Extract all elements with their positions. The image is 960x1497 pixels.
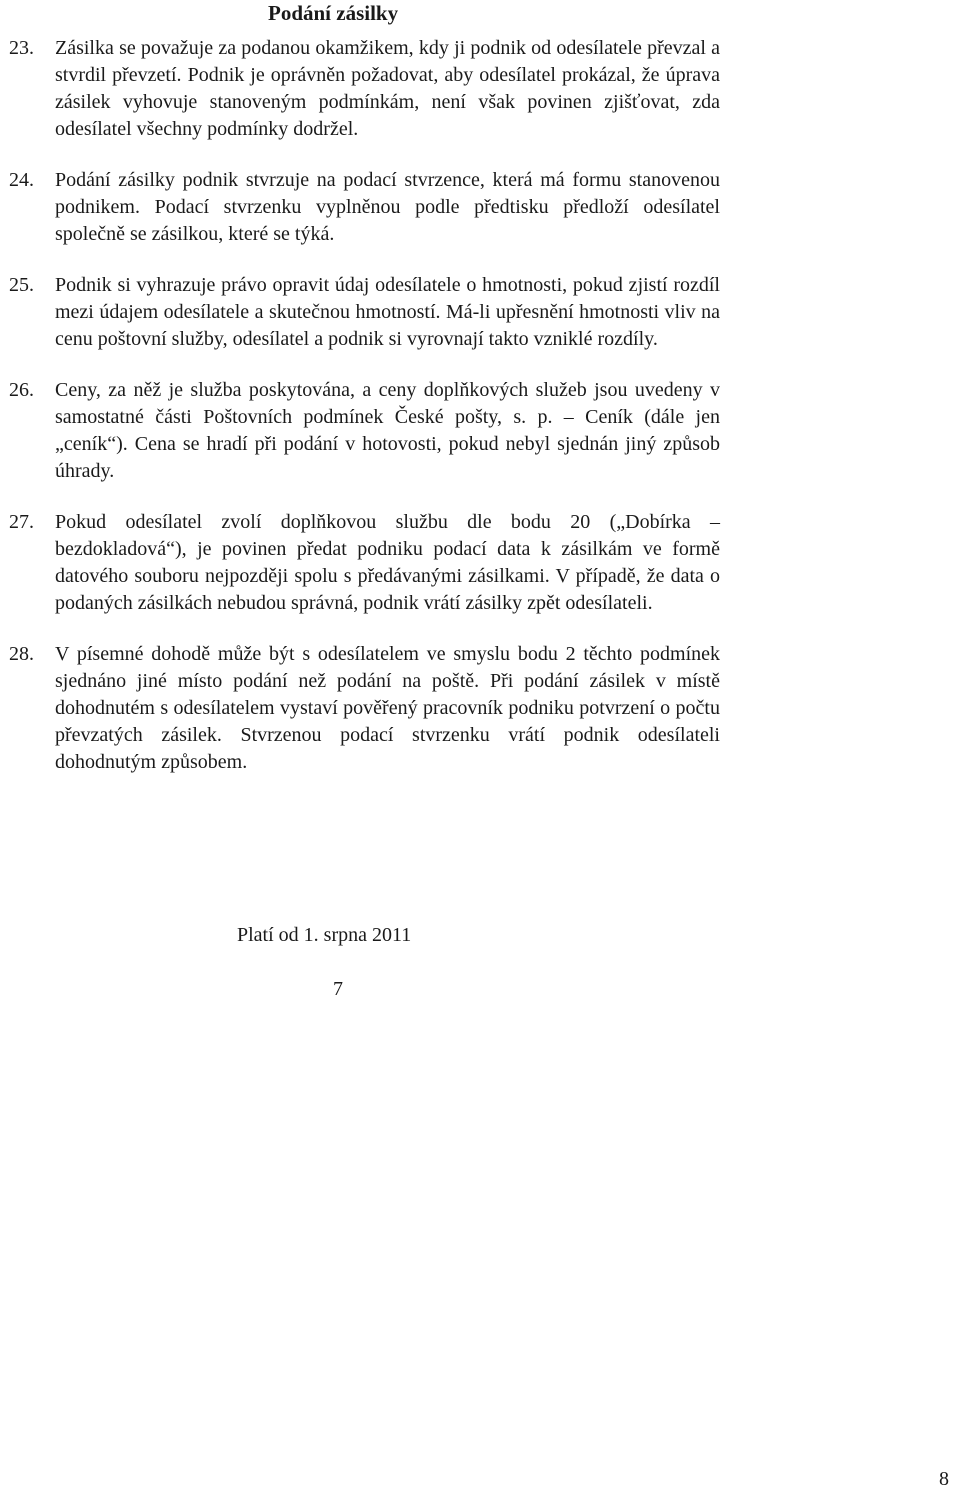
clause-text: Podnik si vyhrazuje právo opravit údaj odesílatele o hmotnosti, pokud zjistí rozdíl mezi údajem odesílatele a skutečnou hmotností. Má-li upřesnění hmotnosti vliv na cenu poštovní služby, odesílatel a podnik si vyrovnají takto vzniklé rozdíly. — [55, 274, 720, 350]
clause-25 — [0, 272, 720, 353]
clause-number: 23. — [9, 37, 34, 59]
validity-date: Platí od 1. srpna 2011 — [237, 924, 412, 946]
clause-text: Ceny, za něž je služba poskytována, a ceny doplňkových služeb jsou uvedeny v samostatné části Poštovních podmínek České pošty, s. p. – Ceník (dále jen „ceník“). Cena se hradí při podání v hotovosti, pokud nebyl sjednán jiný způsob úhrady. — [55, 379, 720, 482]
clause-text: Zásilka se považuje za podanou okamžikem, kdy ji podnik od odesílatele převzal a stvrdil převzetí. Podnik je oprávněn požadovat, aby odesílatel prokázal, že úprava zásilek vyhovuje stanoveným podmínkám, není však povinen zjišťovat, zda odesílatel všechny podmínky dodržel. — [55, 37, 720, 140]
clause-list — [0, 35, 720, 800]
clause-text: V písemné dohodě může být s odesílatelem ve smyslu bodu 2 těchto podmínek sjednáno jiné místo podání než podání na poště. Při podání zásilek v místě dohodnutém s odesílatelem vystaví pověřený pracovník podniku potvrzení o počtu převzatých zásilek. Stvrzenou podací stvrzenku vrátí podnik odesílateli dohodnutým způsobem. — [55, 643, 720, 773]
clause-24 — [0, 167, 720, 248]
clause-number: 28. — [9, 643, 34, 665]
clause-number: 27. — [9, 511, 34, 533]
clause-number: 26. — [9, 379, 34, 401]
clause-28 — [0, 641, 720, 776]
clause-27 — [0, 509, 720, 617]
clause-text: Pokud odesílatel zvolí doplňkovou službu dle bodu 20 („Dobírka – bezdokladová“), je povinen předat podniku podací data k zásilkám ve formě datového souboru nejpozději spolu s předávanými zásilkami. V případě, že data o podaných zásilkách nebudou správná, podnik vrátí zásilky zpět odesílateli. — [55, 511, 720, 614]
inner-page-number: 7 — [333, 978, 343, 1000]
sheet-page-number: 8 — [939, 1468, 949, 1490]
clause-number: 24. — [9, 169, 34, 191]
clause-text: Podání zásilky podnik stvrzuje na podací stvrzence, která má formu stanovenou podnikem. Podací stvrzenku vyplněnou podle předtisku předloží odesílatel společně se zásilkou, které se týká. — [55, 169, 720, 245]
clause-number: 25. — [9, 274, 34, 296]
page-title: Podání zásilky — [268, 1, 399, 25]
clause-23 — [0, 35, 720, 143]
clause-26 — [0, 377, 720, 485]
